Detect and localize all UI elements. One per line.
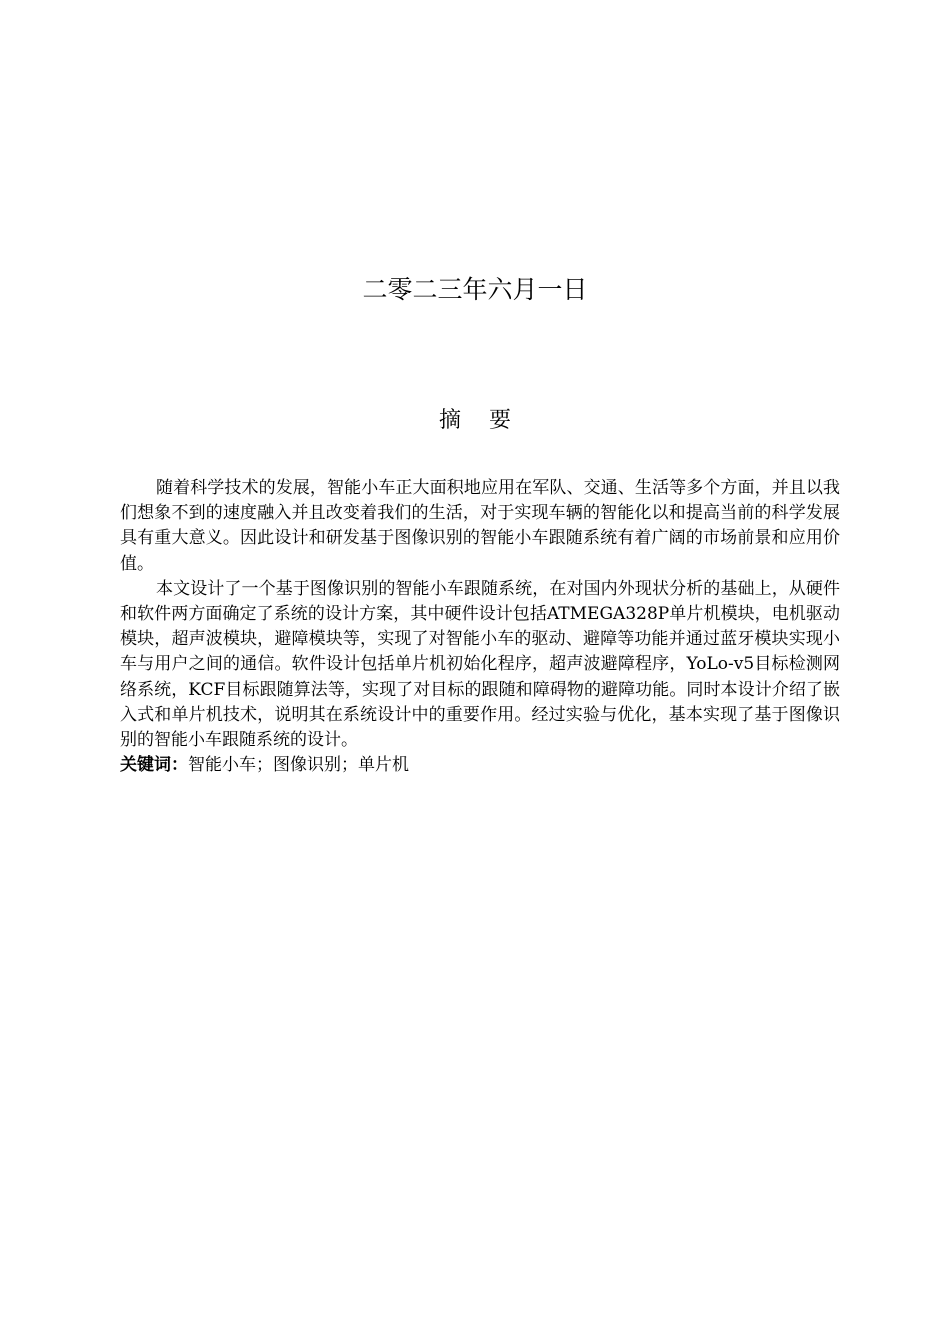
cover-date: 二零二三年六月一日 [362, 275, 588, 304]
abstract-title [0, 403, 950, 439]
keywords-value: 智能小车；图像识别；单片机 [188, 755, 409, 776]
abstract-paragraph: 本文设计了一个基于图像识别的智能小车跟随系统，在对国内外现状分析的基础上，从硬件和软件两方面确定了系统的设计方案，其中硬件设计包括ATMEGA328P单片机模块，电机驱动模块，超声波模块，避障模块等，实现了对智能小车的驱动、避障等功能并通过蓝牙模块实现小车与用户之间的通信。软件设计包括单片机初始化程序，超声波避障程序，YoLo-v5目标检测网络系统，KCF目标跟随算法等，实现了对目标的跟随和障碍物的避障功能。同时本设计介绍了嵌入式和单片机技术，说明其在系统设计中的重要作用。经过实验与优化，基本实现了基于图像识别的智能小车跟随系统的设计。 [120, 578, 840, 751]
keywords-label: 关键词： [120, 755, 188, 776]
abstract-body [120, 476, 840, 778]
keywords-line [120, 753, 840, 778]
abstract-title-char-1: 摘 [438, 408, 461, 433]
abstract-paragraph: 随着科学技术的发展，智能小车正大面积地应用在军队、交通、生活等多个方面，并且以我们想象不到的速度融入并且改变着我们的生活，对于实现车辆的智能化以和提高当前的科学发展具有重大意义。因此设计和研发基于图像识别的智能小车跟随系统有着广阔的市场前景和应用价值。 [120, 478, 840, 574]
abstract-title-char-2: 要 [489, 408, 512, 433]
